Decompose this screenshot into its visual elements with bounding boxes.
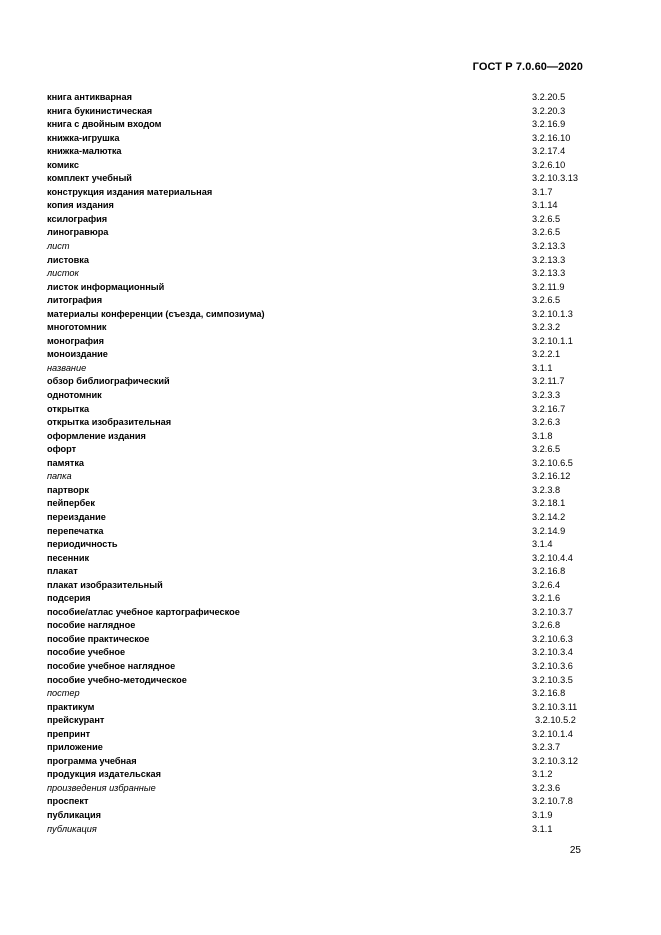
index-term: листок xyxy=(47,268,79,279)
index-reference: 3.2.10.3.12 xyxy=(532,755,578,766)
index-entry xyxy=(47,633,592,647)
index-term: копия издания xyxy=(47,200,114,211)
index-term: песенник xyxy=(47,552,90,563)
index-entry xyxy=(47,511,592,525)
index-reference: 3.2.16.12 xyxy=(532,471,571,482)
index-entry xyxy=(47,172,592,186)
index-term: комикс xyxy=(47,159,79,170)
index-entry xyxy=(47,348,592,362)
index-reference: 3.2.16.8 xyxy=(532,688,566,699)
index-entry xyxy=(47,538,592,552)
index-term: монография xyxy=(47,335,105,346)
index-reference: 3.2.13.3 xyxy=(532,254,566,265)
index-term: книга антикварная xyxy=(47,92,132,102)
index-entry xyxy=(47,281,592,295)
index-term: пособие учебное наглядное xyxy=(47,660,176,671)
index-entry xyxy=(47,795,592,809)
index-entry xyxy=(47,701,592,715)
index-reference: 3.2.6.5 xyxy=(532,227,561,238)
index-entry xyxy=(47,105,592,119)
index-entry xyxy=(47,809,592,823)
page-number: 25 xyxy=(569,845,581,856)
index-reference: 3.2.3.2 xyxy=(532,322,561,333)
index-term: книжка-малютка xyxy=(47,146,122,157)
index-term: книга с двойным входом xyxy=(47,119,162,130)
index-entry xyxy=(47,470,592,484)
index-reference: 3.2.10.5.2 xyxy=(535,715,576,726)
index-term: партворк xyxy=(47,484,89,495)
index-entry xyxy=(47,186,592,200)
index-reference: 3.2.6.5 xyxy=(532,213,561,224)
index-term: литография xyxy=(47,295,103,306)
index-entry xyxy=(47,294,592,308)
index-reference: 3.2.11.7 xyxy=(532,376,565,387)
index-term: открытка изобразительная xyxy=(47,417,172,428)
index-term: листовка xyxy=(47,254,89,265)
index-term: подсерия xyxy=(47,593,91,604)
index-entry xyxy=(47,484,592,498)
index-term: линогравюра xyxy=(47,227,109,238)
index-term: офорт xyxy=(47,444,77,455)
index-entry xyxy=(47,497,592,511)
index-entry xyxy=(47,728,592,742)
index-entry xyxy=(47,335,592,349)
index-entry xyxy=(47,782,592,796)
index-entry xyxy=(47,159,592,173)
index-term: публикация xyxy=(47,809,101,820)
index-reference: 3.2.3.8 xyxy=(532,484,561,495)
index-reference: 3.1.9 xyxy=(532,809,553,820)
index-term: листок информационный xyxy=(47,281,165,292)
index-reference: 3.2.6.5 xyxy=(532,444,561,455)
index-reference: 3.2.10.3.11 xyxy=(532,701,578,712)
term-index-list xyxy=(47,91,592,836)
index-term: пособие наглядное xyxy=(47,620,136,631)
index-entry xyxy=(47,416,592,430)
index-entry xyxy=(47,267,592,281)
index-reference: 3.2.6.8 xyxy=(532,620,561,631)
index-entry xyxy=(47,755,592,769)
index-entry xyxy=(47,714,592,728)
index-reference: 3.2.16.8 xyxy=(532,566,566,577)
index-reference: 3.1.14 xyxy=(532,200,558,211)
index-entry xyxy=(47,321,592,335)
index-term: комплект учебный xyxy=(47,173,132,184)
index-entry xyxy=(47,768,592,782)
index-entry xyxy=(47,132,592,146)
index-entry xyxy=(47,145,592,159)
index-entry xyxy=(47,687,592,701)
index-entry xyxy=(47,430,592,444)
document-standard-header: ГОСТ Р 7.0.60—2020 xyxy=(472,61,583,73)
index-term: постер xyxy=(47,688,80,699)
index-entry xyxy=(47,660,592,674)
index-entry xyxy=(47,457,592,471)
index-reference: 3.2.3.7 xyxy=(532,742,561,753)
index-entry xyxy=(47,579,592,593)
index-term: ксилография xyxy=(47,213,108,224)
index-term: препринт xyxy=(47,728,91,739)
index-entry xyxy=(47,552,592,566)
index-reference: 3.2.13.3 xyxy=(532,241,566,252)
index-reference: 3.2.14.9 xyxy=(532,525,566,536)
index-entry xyxy=(47,308,592,322)
index-term: книжка-игрушка xyxy=(47,132,120,143)
index-term: открытка xyxy=(47,403,90,414)
index-entry xyxy=(47,389,592,403)
index-reference: 3.2.10.6.5 xyxy=(532,457,573,468)
index-reference: 3.2.10.4.4 xyxy=(532,552,573,563)
index-term: перепечатка xyxy=(47,525,104,536)
index-term: произведения избранные xyxy=(47,782,156,793)
index-entry xyxy=(47,375,592,389)
index-reference: 3.2.16.7 xyxy=(532,403,566,414)
index-reference: 3.2.16.10 xyxy=(532,132,571,143)
index-term: обзор библиографический xyxy=(47,376,170,387)
index-entry xyxy=(47,240,592,254)
index-entry xyxy=(47,91,592,105)
index-reference: 3.2.18.1 xyxy=(532,498,566,509)
index-term: плакат изобразительный xyxy=(47,579,163,590)
index-term: лист xyxy=(47,241,70,252)
index-term: приложение xyxy=(47,742,103,753)
index-term: памятка xyxy=(47,457,85,468)
index-entry xyxy=(47,565,592,579)
index-entry xyxy=(47,646,592,660)
index-entry xyxy=(47,403,592,417)
index-term: папка xyxy=(47,471,72,482)
index-entry xyxy=(47,199,592,213)
index-reference: 3.2.10.6.3 xyxy=(532,633,573,644)
index-term: конструкция издания материальная xyxy=(47,186,213,197)
index-reference: 3.2.10.1.1 xyxy=(532,335,573,346)
index-reference: 3.1.4 xyxy=(532,539,553,550)
index-term: прейскурант xyxy=(47,715,105,726)
index-term: проспект xyxy=(47,796,89,807)
index-reference: 3.2.3.3 xyxy=(532,390,561,401)
index-term: продукция издательская xyxy=(47,769,161,780)
index-term: многотомник xyxy=(47,322,107,333)
index-reference: 3.2.10.3.4 xyxy=(532,647,573,658)
index-term: оформление издания xyxy=(47,430,146,441)
index-entry xyxy=(47,226,592,240)
index-entry xyxy=(47,823,592,837)
index-entry xyxy=(47,674,592,688)
index-reference: 3.2.6.3 xyxy=(532,417,561,428)
index-reference: 3.2.6.10 xyxy=(532,159,566,170)
index-reference: 3.1.7 xyxy=(532,186,553,197)
index-entry xyxy=(47,525,592,539)
index-reference: 3.2.13.3 xyxy=(532,268,566,279)
index-reference: 3.2.11.9 xyxy=(532,281,565,292)
index-entry xyxy=(47,619,592,633)
index-term: пособие учебно-методическое xyxy=(47,674,187,685)
index-term: книга букинистическая xyxy=(47,105,153,116)
index-term: пейпербек xyxy=(47,498,95,509)
index-reference: 3.2.10.3.6 xyxy=(532,660,573,671)
index-reference: 3.2.6.5 xyxy=(532,295,561,306)
index-term: переиздание xyxy=(47,511,106,522)
index-entry xyxy=(47,362,592,376)
index-reference: 3.2.17.4 xyxy=(532,146,566,157)
index-reference: 3.1.1 xyxy=(532,823,553,834)
index-term: практикум xyxy=(47,701,95,712)
index-term: материалы конференции (съезда, симпозиума) xyxy=(47,308,265,319)
index-term: пособие/атлас учебное картографическое xyxy=(47,606,240,617)
index-reference: 3.2.14.2 xyxy=(532,511,566,522)
index-term: пособие учебное xyxy=(47,647,126,658)
index-reference: 3.2.10.7.8 xyxy=(532,796,573,807)
index-entry xyxy=(47,213,592,227)
index-reference: 3.2.20.3 xyxy=(532,105,566,116)
index-reference: 3.1.2 xyxy=(532,769,553,780)
index-reference: 3.2.10.1.3 xyxy=(532,308,573,319)
index-entry xyxy=(47,606,592,620)
index-reference: 3.2.10.3.7 xyxy=(532,606,573,617)
index-entry xyxy=(47,741,592,755)
index-reference: 3.2.3.6 xyxy=(532,782,561,793)
index-reference: 3.2.6.4 xyxy=(532,579,561,590)
index-entry xyxy=(47,118,592,132)
index-entry xyxy=(47,592,592,606)
index-term: периодичность xyxy=(47,539,118,550)
index-reference: 3.1.8 xyxy=(532,430,553,441)
index-reference: 3.2.20.5 xyxy=(532,92,566,102)
index-reference: 3.2.2.1 xyxy=(532,349,561,360)
index-term: однотомник xyxy=(47,390,102,401)
index-term: пособие практическое xyxy=(47,633,150,644)
index-reference: 3.2.10.1.4 xyxy=(532,728,573,739)
index-term: моноиздание xyxy=(47,349,108,360)
index-term: название xyxy=(47,362,87,373)
index-entry xyxy=(47,254,592,268)
index-term: плакат xyxy=(47,566,78,577)
index-term: программа учебная xyxy=(47,755,137,766)
index-reference: 3.2.10.3.5 xyxy=(532,674,573,685)
index-reference: 3.1.1 xyxy=(532,362,553,373)
index-entry xyxy=(47,443,592,457)
index-term: публикация xyxy=(47,823,97,834)
index-reference: 3.2.16.9 xyxy=(532,119,566,130)
index-reference: 3.2.10.3.13 xyxy=(532,173,578,184)
index-reference: 3.2.1.6 xyxy=(532,593,561,604)
